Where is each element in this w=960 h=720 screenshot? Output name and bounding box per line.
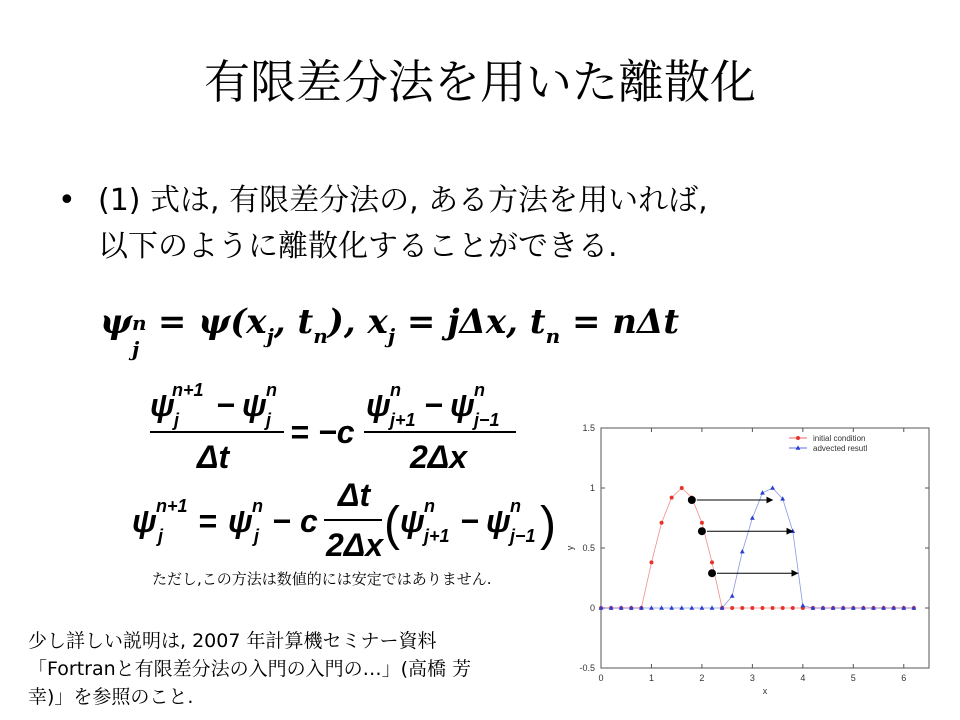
negative-c: −c bbox=[318, 414, 355, 450]
minus-sign: − bbox=[272, 503, 291, 539]
reference-note bbox=[28, 627, 548, 711]
psi-symbol: ψ bbox=[150, 387, 175, 423]
subscript: j bbox=[266, 410, 272, 430]
y-tick-label: 0 bbox=[589, 603, 595, 613]
superscript: n+1 bbox=[156, 496, 188, 516]
y-tick-label: 1.5 bbox=[582, 423, 595, 433]
data-point bbox=[660, 521, 664, 525]
minus-sign: − bbox=[424, 387, 443, 423]
superscript: n bbox=[266, 380, 277, 400]
x-tick-label: 1 bbox=[648, 673, 654, 683]
data-point bbox=[781, 606, 785, 610]
plot-frame bbox=[601, 428, 929, 668]
superscript: n bbox=[132, 311, 147, 335]
close-paren: ), bbox=[327, 302, 356, 342]
subscript: j bbox=[254, 526, 260, 546]
subscript: j bbox=[266, 324, 274, 348]
t-symbol: , t bbox=[273, 302, 314, 342]
data-point bbox=[740, 606, 744, 610]
reference-line-3: 幸)」を参照のこと. bbox=[28, 686, 194, 708]
difference-equation bbox=[150, 380, 516, 475]
psi-symbol: ψ bbox=[486, 503, 511, 539]
psi-symbol: ψ bbox=[400, 503, 425, 539]
data-point bbox=[680, 486, 684, 490]
data-point bbox=[771, 606, 775, 610]
arrow-start-dot bbox=[698, 527, 706, 535]
equals-sign: = bbox=[290, 414, 309, 450]
y-tick-label: 0.5 bbox=[582, 543, 595, 553]
minus-sign: − bbox=[460, 503, 479, 539]
denominator: 2Δx bbox=[326, 527, 384, 563]
x-definition: = jΔx, bbox=[395, 302, 519, 342]
equals-sign: = bbox=[198, 503, 217, 539]
slide-title: 有限差分法を用いた離散化 bbox=[204, 55, 756, 109]
subscript: n bbox=[313, 324, 328, 348]
x-tick-label: 5 bbox=[850, 673, 856, 683]
x-tick-label: 0 bbox=[598, 673, 604, 683]
data-point bbox=[730, 606, 734, 610]
data-point bbox=[700, 521, 704, 525]
superscript: n bbox=[424, 496, 435, 516]
data-point bbox=[750, 606, 754, 610]
y-tick-label: 1 bbox=[589, 483, 595, 493]
advection-chart bbox=[565, 422, 945, 712]
denominator: Δt bbox=[197, 439, 230, 475]
superscript: n+1 bbox=[172, 380, 204, 400]
psi-symbol: ψ bbox=[366, 387, 391, 423]
reference-line-1: 少し詳しい説明は, 2007 年計算機セミナー資料 bbox=[28, 630, 437, 652]
legend-label: advected resutl bbox=[813, 444, 868, 453]
x-tick-label: 2 bbox=[699, 673, 705, 683]
denominator: 2Δx bbox=[410, 439, 468, 475]
superscript: n bbox=[252, 496, 263, 516]
x-symbol: x bbox=[367, 302, 388, 342]
subscript: j bbox=[174, 410, 180, 430]
right-paren: ) bbox=[540, 498, 556, 551]
subscript: j−1 bbox=[510, 526, 536, 546]
x-tick-label: 3 bbox=[749, 673, 755, 683]
equals-sign: = bbox=[146, 302, 199, 342]
y-axis-label: y bbox=[565, 545, 575, 551]
t-definition: = nΔt bbox=[560, 302, 680, 342]
c-symbol: c bbox=[300, 503, 318, 539]
subscript: j+1 bbox=[390, 410, 416, 430]
psi-symbol: ψ bbox=[132, 503, 157, 539]
reference-line-2: 「Fortranと有限差分法の入門の入門の…」(高橋 芳 bbox=[28, 658, 472, 680]
bullet-icon: • bbox=[58, 183, 76, 218]
psi-symbol: ψ bbox=[100, 302, 133, 342]
superscript: n bbox=[474, 380, 485, 400]
legend-label: initial condition bbox=[813, 434, 866, 443]
arrow-start-dot bbox=[688, 496, 696, 504]
x-tick-label: 4 bbox=[800, 673, 806, 683]
t-symbol: t bbox=[529, 302, 546, 342]
subscript: j bbox=[387, 324, 396, 348]
bullet-line-2: 以下のように離散化することができる. bbox=[98, 229, 618, 264]
psi-symbol: ψ bbox=[242, 387, 267, 423]
data-point bbox=[670, 496, 674, 500]
left-paren: ( bbox=[384, 498, 400, 551]
subscript: j+1 bbox=[424, 526, 450, 546]
subscript: j bbox=[132, 337, 140, 361]
superscript: n bbox=[510, 496, 521, 516]
legend-marker bbox=[796, 436, 800, 440]
minus-sign: − bbox=[216, 387, 235, 423]
update-equation bbox=[132, 477, 556, 563]
arrow-start-dot bbox=[708, 569, 716, 577]
subscript: j bbox=[158, 526, 164, 546]
stability-note: ただし,この方法は数値的には安定ではありません. bbox=[152, 570, 492, 588]
x-tick-label: 6 bbox=[901, 673, 907, 683]
psi-symbol: ψ bbox=[450, 387, 475, 423]
psi-function: ψ(x bbox=[198, 302, 267, 342]
data-point bbox=[760, 606, 764, 610]
superscript: n bbox=[390, 380, 401, 400]
data-point bbox=[791, 606, 795, 610]
psi-symbol: ψ bbox=[228, 503, 253, 539]
subscript: j−1 bbox=[474, 410, 500, 430]
y-tick-label: -0.5 bbox=[579, 663, 595, 673]
subscript: n bbox=[545, 324, 561, 348]
data-point bbox=[710, 560, 714, 564]
data-point bbox=[649, 560, 653, 564]
bullet-line-1: (1) 式は, 有限差分法の, ある方法を用いれば, bbox=[98, 183, 708, 218]
numerator: Δt bbox=[338, 477, 371, 513]
x-axis-label: x bbox=[762, 686, 768, 696]
